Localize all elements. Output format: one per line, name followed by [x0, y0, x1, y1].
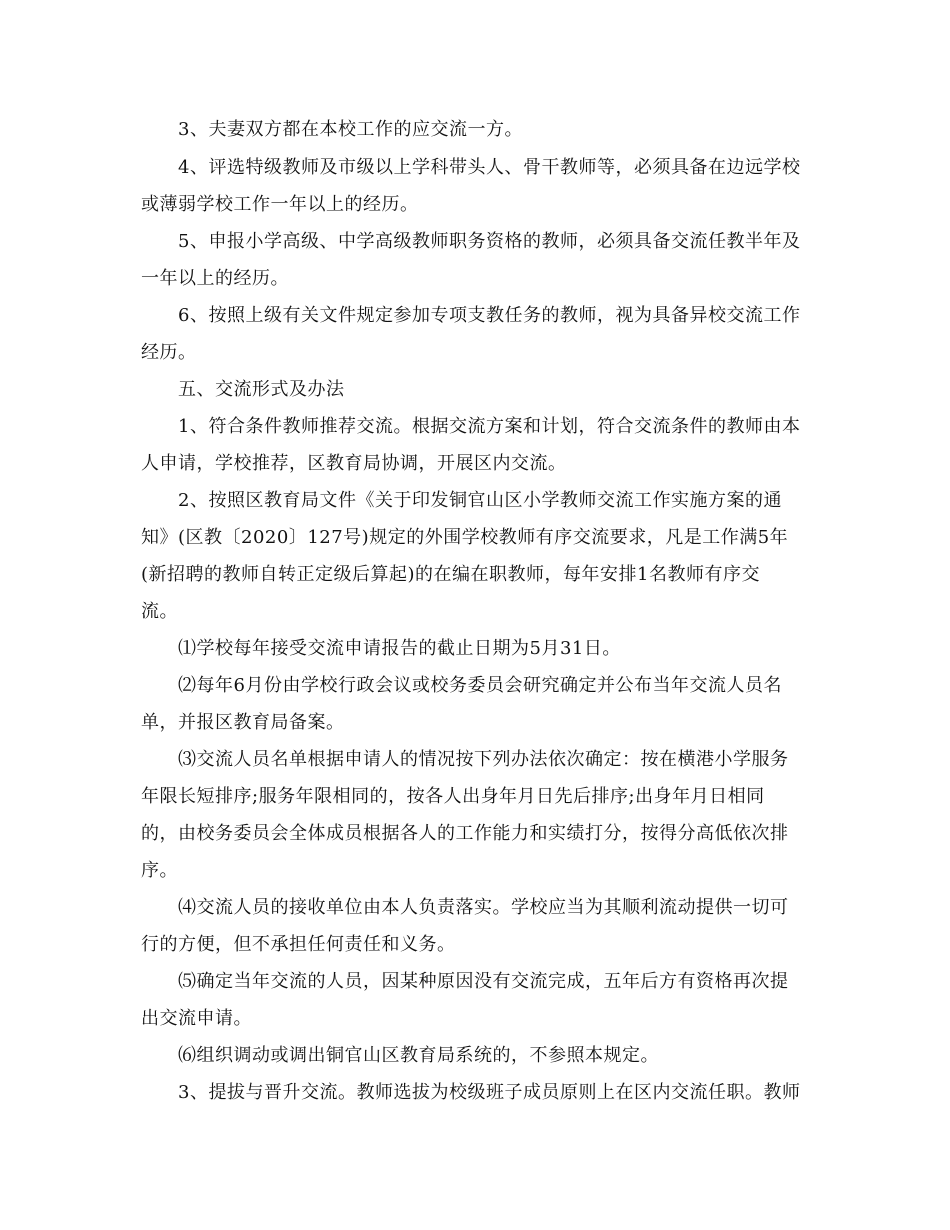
paragraph-line: 2、按照区教育局文件《关于印发铜官山区小学教师交流工作实施方案的通 [178, 490, 782, 511]
paragraph-line: 出交流申请。 [141, 1008, 252, 1029]
paragraph-line: 3、提拔与晋升交流。教师选拔为校级班子成员原则上在区内交流任职。教师 [178, 1082, 801, 1103]
paragraph-line: (新招聘的教师自转正定级后算起)的在编在职教师，每年安排1名教师有序交 [141, 564, 760, 585]
paragraph-line: ⑷交流人员的接收单位由本人负责落实。学校应当为其顺利流动提供一切可 [178, 897, 789, 918]
paragraph-line: ⑶交流人员名单根据申请人的情况按下列办法依次确定：按在横港小学服务 [178, 749, 789, 770]
paragraph-line: 流。 [141, 601, 178, 622]
paragraph-line: 序。 [141, 860, 178, 881]
paragraph-line: 1、符合条件教师推荐交流。根据交流方案和计划，符合交流条件的教师由本 [178, 416, 801, 437]
paragraph-line: ⑴学校每年接受交流申请报告的截止日期为5月31日。 [178, 638, 621, 659]
paragraph-line: 行的方便，但不承担任何责任和义务。 [141, 934, 456, 955]
paragraph-line: 5、申报小学高级、中学高级教师职务资格的教师，必须具备交流任教半年及 [178, 231, 801, 252]
paragraph-line: 的，由校务委员会全体成员根据各人的工作能力和实绩打分，按得分高低依次排 [141, 823, 789, 844]
paragraph-line: ⑹组织调动或调出铜官山区教育局系统的，不参照本规定。 [178, 1045, 659, 1066]
paragraph-line: 一年以上的经历。 [141, 268, 289, 289]
paragraph-line: 6、按照上级有关文件规定参加专项支教任务的教师，视为具备异校交流工作 [178, 305, 801, 326]
paragraph-line: ⑵每年6月份由学校行政会议或校务委员会研究确定并公布当年交流人员名 [178, 675, 782, 696]
paragraph-line: 4、评选特级教师及市级以上学科带头人、骨干教师等，必须具备在边远学校 [178, 157, 801, 178]
paragraph-line: 或薄弱学校工作一年以上的经历。 [141, 194, 419, 215]
paragraph-line: 年限长短排序;服务年限相同的，按各人出身年月日先后排序;出身年月日相同 [141, 786, 765, 807]
paragraph-line: ⑸确定当年交流的人员，因某种原因没有交流完成，五年后方有资格再次提 [178, 971, 789, 992]
paragraph-line: 3、夫妻双方都在本校工作的应交流一方。 [178, 119, 523, 140]
section-heading: 五、交流形式及办法 [178, 379, 345, 400]
paragraph-line: 单，并报区教育局备案。 [141, 712, 345, 733]
paragraph-line: 经历。 [141, 342, 197, 363]
paragraph-line: 知》(区教〔2020〕127号)规定的外围学校教师有序交流要求，凡是工作满5年 [141, 527, 789, 548]
paragraph-line: 人申请，学校推荐，区教育局协调，开展区内交流。 [141, 453, 567, 474]
